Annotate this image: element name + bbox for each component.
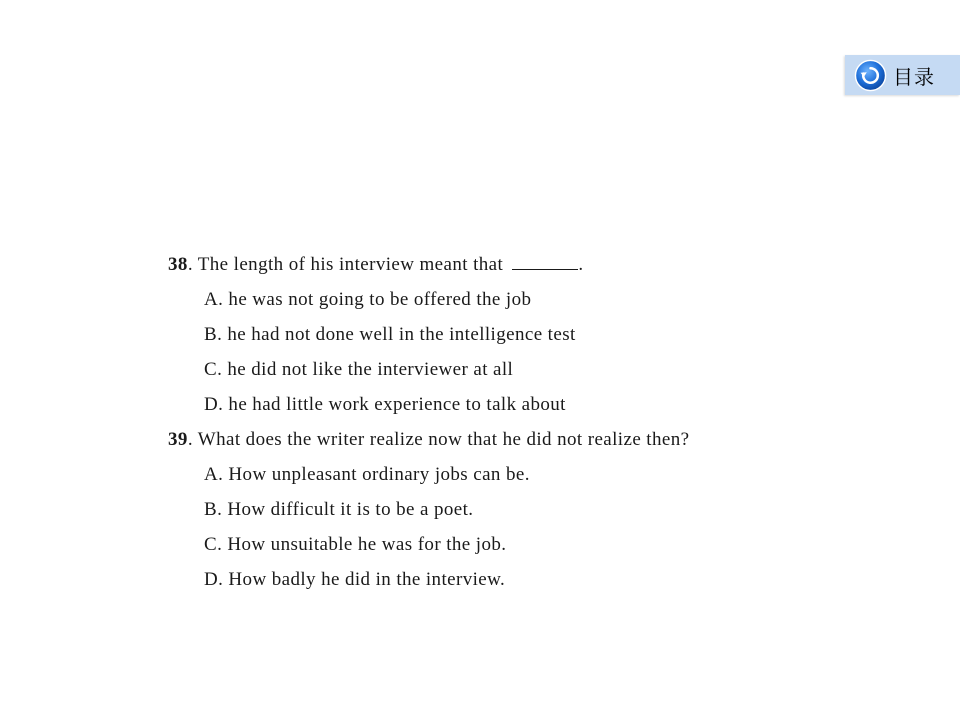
question-block	[168, 251, 868, 601]
question-text: . The length of his interview meant that	[187, 254, 504, 275]
option-38-a: A. he was not going to be offered the job	[204, 289, 532, 310]
question-stem-end: .	[578, 254, 584, 275]
option-39-a: A. How unpleasant ordinary jobs can be.	[204, 464, 530, 485]
toc-button[interactable]	[845, 55, 960, 95]
question-38-stem	[168, 251, 868, 286]
option-38-b: B. he had not done well in the intelligence test	[204, 324, 576, 345]
question-number: 39	[168, 429, 188, 450]
question-39-stem	[168, 426, 868, 461]
option-39-c: C. How unsuitable he was for the job.	[204, 534, 507, 555]
toc-label: 目录	[893, 64, 935, 89]
refresh-circle-icon	[854, 59, 887, 92]
question-number: 38	[168, 254, 188, 275]
question-text: . What does the writer realize now that he did not realize then?	[187, 429, 690, 450]
option-38-c: C. he did not like the interviewer at all	[204, 359, 514, 380]
option-38-d: D. he had little work experience to talk about	[204, 394, 566, 415]
option-39-b: B. How difficult it is to be a poet.	[204, 499, 474, 520]
answer-blank	[512, 253, 578, 270]
option-39-d: D. How badly he did in the interview.	[204, 569, 506, 590]
